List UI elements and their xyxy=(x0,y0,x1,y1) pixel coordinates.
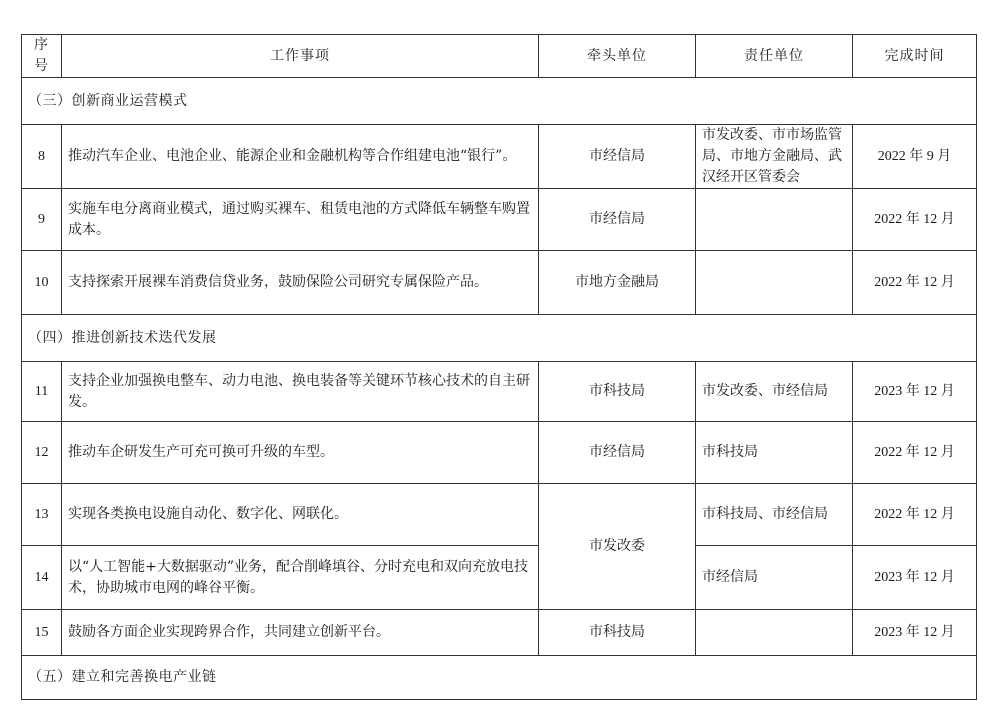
table-row xyxy=(22,610,977,656)
row-responsible: 市发改委、市经信局 xyxy=(696,362,853,422)
row-lead: 市科技局 xyxy=(539,610,696,656)
row-lead: 市经信局 xyxy=(539,422,696,484)
row-index: 14 xyxy=(22,546,62,610)
row-item: 支持企业加强换电整车、动力电池、换电装备等关键环节核心技术的自主研发。 xyxy=(62,362,539,422)
table-row xyxy=(22,125,977,189)
row-index: 12 xyxy=(22,422,62,484)
row-lead: 市地方金融局 xyxy=(539,251,696,315)
row-index: 10 xyxy=(22,251,62,315)
section-row xyxy=(22,78,977,125)
row-lead: 市经信局 xyxy=(539,189,696,251)
header-index: 序号 xyxy=(22,35,62,78)
row-lead-merged: 市发改委 xyxy=(539,484,696,610)
row-item: 支持探索开展裸车消费信贷业务，鼓励保险公司研究专属保险产品。 xyxy=(62,251,539,315)
row-responsible xyxy=(696,610,853,656)
row-index: 9 xyxy=(22,189,62,251)
table-row xyxy=(22,484,977,546)
row-item: 以“人工智能+大数据驱动”业务，配合削峰填谷、分时充电和双向充放电技术，协助城市电网的峰谷平衡。 xyxy=(62,546,539,610)
row-responsible: 市科技局 xyxy=(696,422,853,484)
header-item: 工作事项 xyxy=(62,35,539,78)
section-row xyxy=(22,656,977,700)
work-items-table xyxy=(21,34,977,700)
row-index: 13 xyxy=(22,484,62,546)
row-deadline: 2022 年 12 月 xyxy=(853,189,977,251)
row-index: 8 xyxy=(22,125,62,189)
section-title-5: （五）建立和完善换电产业链 xyxy=(22,656,977,700)
row-deadline: 2022 年 12 月 xyxy=(853,484,977,546)
table-row xyxy=(22,422,977,484)
row-deadline: 2022 年 12 月 xyxy=(853,251,977,315)
row-lead: 市科技局 xyxy=(539,362,696,422)
row-item: 鼓励各方面企业实现跨界合作，共同建立创新平台。 xyxy=(62,610,539,656)
row-responsible: 市发改委、市市场监管局、市地方金融局、武汉经开区管委会 xyxy=(696,125,853,189)
section-title-4: （四）推进创新技术迭代发展 xyxy=(22,315,977,362)
row-responsible: 市经信局 xyxy=(696,546,853,610)
row-responsible: 市科技局、市经信局 xyxy=(696,484,853,546)
header-responsible: 责任单位 xyxy=(696,35,853,78)
row-item: 实现各类换电设施自动化、数字化、网联化。 xyxy=(62,484,539,546)
row-deadline: 2022 年 12 月 xyxy=(853,422,977,484)
section-title-3: （三）创新商业运营模式 xyxy=(22,78,977,125)
table-row xyxy=(22,189,977,251)
row-index: 11 xyxy=(22,362,62,422)
header-lead: 牵头单位 xyxy=(539,35,696,78)
section-row xyxy=(22,315,977,362)
row-responsible xyxy=(696,189,853,251)
row-deadline: 2022 年 9 月 xyxy=(853,125,977,189)
row-item: 推动车企研发生产可充可换可升级的车型。 xyxy=(62,422,539,484)
row-index: 15 xyxy=(22,610,62,656)
row-deadline: 2023 年 12 月 xyxy=(853,362,977,422)
row-deadline: 2023 年 12 月 xyxy=(853,546,977,610)
row-item: 推动汽车企业、电池企业、能源企业和金融机构等合作组建电池“银行”。 xyxy=(62,125,539,189)
table-row xyxy=(22,546,977,610)
row-deadline: 2023 年 12 月 xyxy=(853,610,977,656)
row-responsible xyxy=(696,251,853,315)
table-row xyxy=(22,362,977,422)
table-row xyxy=(22,251,977,315)
table-header-row xyxy=(22,35,977,78)
row-item: 实施车电分离商业模式，通过购买裸车、租赁电池的方式降低车辆整车购置成本。 xyxy=(62,189,539,251)
row-lead: 市经信局 xyxy=(539,125,696,189)
header-deadline: 完成时间 xyxy=(853,35,977,78)
